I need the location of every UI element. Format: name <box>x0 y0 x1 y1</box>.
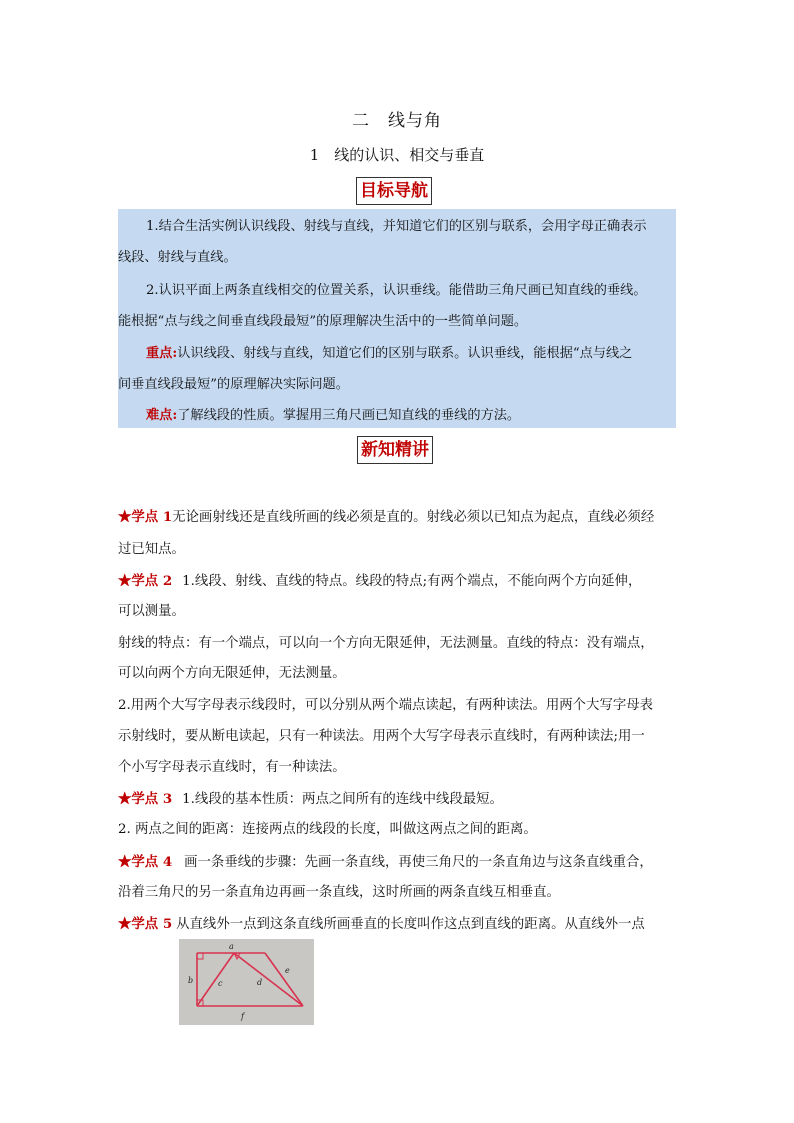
key-point-text: 认识线段、射线与直线，知道它们的区别与联系。认识垂线，能根据“点与线之 <box>177 346 633 361</box>
goals-heading: 目标导航 <box>356 177 432 205</box>
key-point-line-1 <box>118 338 676 369</box>
label-b: b <box>188 976 194 985</box>
difficulty-line <box>118 400 676 431</box>
point-1-line-1 <box>118 507 678 528</box>
point-2-label: ★学点 2 <box>118 573 173 589</box>
goal-line-3: 2.认识平面上两条直线相交的位置关系，认识垂线。能借助三角尺画已知直线的垂线。 <box>146 283 647 298</box>
label-a: a <box>229 942 234 951</box>
figure-drawing <box>179 939 314 1025</box>
point-4-text: 画一条垂线的步骤：先画一条直线，再使三角尺的一条直角边与这条直线重合， <box>184 855 653 870</box>
key-point-line-2: 间垂直线段最短”的原理解决实际问题。 <box>118 377 349 392</box>
point-5-line-1 <box>118 914 678 935</box>
goal-line-4: 能根据“点与线之间垂直线段最短”的原理解决生活中的一些简单问题。 <box>118 314 528 329</box>
point-3-line-2: 2. 两点之间的距离：连接两点的线段的长度，叫做这两点之间的距离。 <box>118 822 537 837</box>
label-e: e <box>285 966 290 975</box>
point-4-line-2: 沿着三角尺的另一条直角边再画一条直线，这时所画的两条直线互相垂直。 <box>118 885 560 900</box>
point-1-label: ★学点 1 <box>118 509 173 525</box>
point-2-text: 1.线段、射线、直线的特点。线段的特点;有两个端点，不能向两个方向延伸， <box>182 574 642 589</box>
point-4-label: ★学点 4 <box>118 854 173 870</box>
point-1-line-2: 过已知点。 <box>118 542 185 557</box>
figure-background <box>179 939 314 1025</box>
point-2-line-5: 2.用两个大写字母表示线段时，可以分别从两个端点读起，有两种读法。用两个大写字母表 <box>118 698 654 713</box>
section-title: 1 线的认识、相交与垂直 <box>309 146 485 164</box>
goal-line-2: 线段、射线与直线。 <box>118 250 237 265</box>
point-3-label: ★学点 3 <box>118 791 173 807</box>
label-c: c <box>218 979 223 988</box>
difficulty-label: 难点: <box>146 408 178 423</box>
point-2-line-4: 可以向两个方向无限延伸，无法测量。 <box>118 666 346 681</box>
point-2-line-3: 射线的特点：有一个端点，可以向一个方向无限延伸，无法测量。直线的特点：没有端点， <box>118 636 654 651</box>
new-knowledge-heading: 新知精讲 <box>357 436 433 464</box>
difficulty-text: 了解线段的性质。掌握用三角尺画已知直线的垂线的方法。 <box>177 408 521 423</box>
point-5-label: ★学点 5 <box>118 916 173 932</box>
point-2-line-7: 个小写字母表示直线时，有一种读法。 <box>118 760 346 775</box>
chapter-title: 二 线与角 <box>352 111 442 131</box>
key-point-label: 重点: <box>146 346 178 361</box>
goal-line-1: 1.结合生活实例认识线段、射线与直线，并知道它们的区别与联系，会用字母正确表示 <box>146 219 647 234</box>
point-2-line-1 <box>118 571 678 592</box>
point-5-text: 从直线外一点到这条直线所画垂直的长度叫作这点到直线的距离。从直线外一点 <box>176 917 645 932</box>
point-3-text: 1.线段的基本性质：两点之间所有的连线中线段最短。 <box>182 792 503 807</box>
point-1-text: 无论画射线还是直线所画的线必须是直的。射线必须以已知点为起点，直线必须经 <box>172 510 655 525</box>
point-4-line-1 <box>118 852 678 873</box>
point-2-line-6: 示射线时，要从断电读起，只有一种读法。用两个大写字母表示直线时，有两种读法;用一 <box>118 729 645 744</box>
point-2-line-2: 可以测量。 <box>118 604 185 619</box>
point-3-line-1 <box>118 789 678 810</box>
label-f: f <box>241 1012 244 1021</box>
perpendicular-distance-figure <box>179 939 314 1025</box>
goals-box <box>118 209 676 428</box>
label-d: d <box>257 978 263 987</box>
